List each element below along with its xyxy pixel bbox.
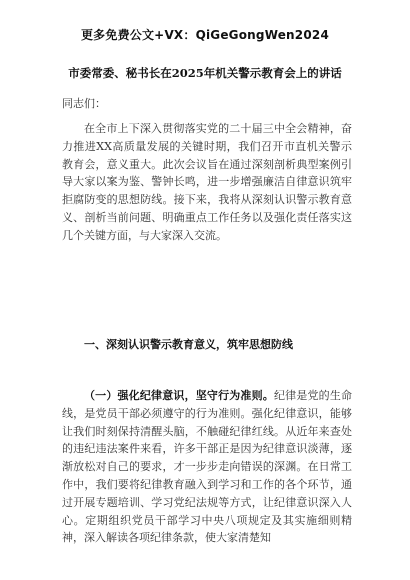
section-heading: 一、深刻认识警示教育意义，筑牢思想防线 <box>84 338 293 351</box>
intro-paragraph: 在全市上下深入贯彻落实党的二十届三中全会精神，奋力推进XX高质量发展的关键时期，我们召开市直机关警示教育会，意义重大。此次会议旨在通过深刻剖析典型案例引导大家以案为鉴、警钟长鸣，进一步增强廉洁自律意识筑牢拒腐防变的思想防线。接下来，我将从深刻认识警示教育意义、剖析当前问题、明确重点工作任务以及强化责任落实这几个关键方面，与大家深入交流。 <box>62 122 352 242</box>
section-body: 纪律是党的生命线，是党员干部必须遵守的行为准则。强化纪律意识，能够让我们时刻保持清醒头脑，不触碰纪律红线。从近年来查处的违纪违法案件来看，许多干部正是因为纪律意识淡薄，逐渐放松对自己的要求，才一步步走向错误的深渊。在日常工作中，我们要将纪律教育融入到学习和工作的各个环节，通过开展专题培训、学习党纪法规等方式，让纪律意识深入人心。定期组织党员干部学习中央八项规定及其实施细则精神，深入解读各项纪律条款，使大家清楚知 <box>62 389 353 545</box>
salutation: 同志们： <box>62 97 106 110</box>
subsection-heading: （一）强化纪律意识，坚守行为准则。 <box>84 389 274 402</box>
watermark-text: 更多免费公文+VX：QiGeGongWen2024 <box>80 28 329 42</box>
section-paragraph <box>62 387 352 547</box>
speech-title: 市委常委、秘书长在2025年机关警示教育会上的讲话 <box>68 66 342 80</box>
